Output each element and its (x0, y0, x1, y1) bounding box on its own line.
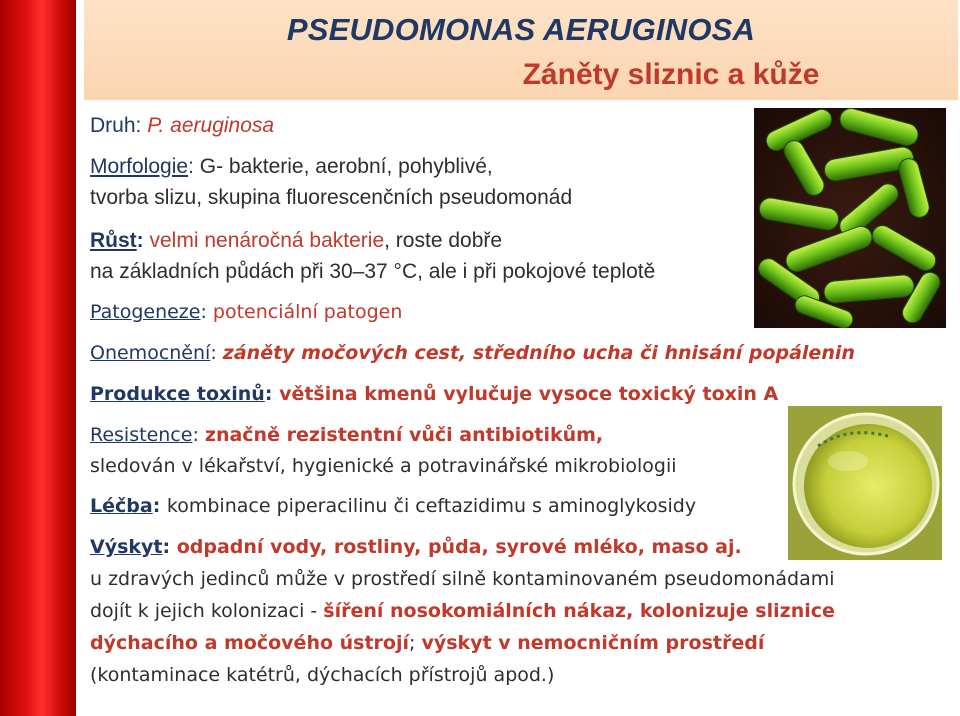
vyskyt-line-3-a: dojít k jejich kolonizaci - (90, 600, 324, 622)
vyskyt-line-4 (90, 630, 764, 656)
morfologie-value: G- bakterie, aerobní, pohyblivé, (199, 155, 493, 178)
vyskyt-line-1: Výskyt: odpadní vody, rostliny, půda, syrové mléko, maso aj. (90, 536, 742, 558)
produkce-label: Produkce toxinů (90, 383, 265, 405)
druh-label: Druh (90, 114, 136, 137)
resistence-line-2: sledován v lékařství, hygienické a potravinářské mikrobiologii (90, 455, 677, 477)
vyskyt-line-4-a: dýchacího a močového ústrojí (90, 632, 410, 654)
produkce-line: Produkce toxinů: většina kmenů vylučuje vysoce toxický toxin A (90, 383, 779, 405)
vyskyt-value: odpadní vody, rostliny, půda, syrové mléko, maso aj. (176, 536, 742, 558)
rust-label: Růst (90, 229, 137, 252)
onemocneni-line: Onemocnění: záněty močových cest, středního ucha či hnisání popálenin (90, 342, 855, 364)
patogeneze-line: Patogeneze: potenciální patogen (90, 301, 403, 323)
lecba-line: Léčba: kombinace piperacilinu či ceftazidimu s aminoglykosidy (90, 495, 697, 517)
vyskyt-line-3 (90, 598, 835, 624)
patogeneze-value: potenciální patogen (212, 301, 403, 323)
title-banner (84, 0, 958, 100)
lecba-value: kombinace piperacilinu či ceftazidimu s aminoglykosidy (166, 495, 697, 517)
page-subtitle: Záněty sliznic a kůže (522, 58, 820, 91)
onemocneni-value: záněty močových cest, středního ucha či hnisání popálenin (222, 342, 855, 364)
patogeneze-label: Patogeneze (90, 301, 201, 323)
vyskyt-line-5: (kontaminace katétrů, dýchacích přístrojů apod.) (90, 664, 555, 686)
bacteria-micrograph-image (754, 108, 946, 328)
rust-line-2: na základních půdách při 30–37 °C, ale i při pokojové teplotě (90, 260, 656, 283)
produkce-value: většina kmenů vylučuje vysoce toxický toxin A (279, 383, 779, 405)
left-red-bar (0, 0, 76, 716)
resistence-line-1: Resistence: značně rezistentní vůči antibiotikům, (90, 424, 604, 446)
druh-value: P. aeruginosa (147, 114, 275, 137)
rust-rest: , roste dobře (384, 229, 503, 252)
page-title: PSEUDOMONAS AERUGINOSA (286, 12, 756, 47)
vyskyt-line-4-b: ; (409, 632, 422, 654)
vyskyt-label: Výskyt (90, 536, 163, 558)
petri-dish-image (788, 406, 942, 560)
vyskyt-line-3-b: šíření nosokomiálních nákaz, kolonizuje sliznice (323, 600, 835, 622)
resistence-label: Resistence (90, 424, 193, 446)
druh-line: Druh: P. aeruginosa (90, 114, 275, 137)
rust-highlight: velmi nenáročná bakterie (149, 229, 385, 252)
vyskyt-line-4-c: výskyt v nemocničním prostředí (421, 632, 765, 654)
onemocneni-label: Onemocnění (90, 342, 211, 364)
morfologie-line-2: tvorba slizu, skupina fluorescenčních pseudomonád (90, 186, 573, 209)
resistence-value: značně rezistentní vůči antibiotikům, (204, 424, 604, 446)
lecba-label: Léčba (90, 495, 153, 517)
rust-line-1: Růst: velmi nenáročná bakterie, roste dobře (90, 229, 503, 252)
vyskyt-line-2: u zdravých jedinců může v prostředí silně kontaminovaném pseudomonádami (90, 568, 835, 590)
morfologie-label: Morfologie (90, 155, 189, 178)
morfologie-line-1: Morfologie: G- bakterie, aerobní, pohyblivé, (90, 155, 493, 178)
